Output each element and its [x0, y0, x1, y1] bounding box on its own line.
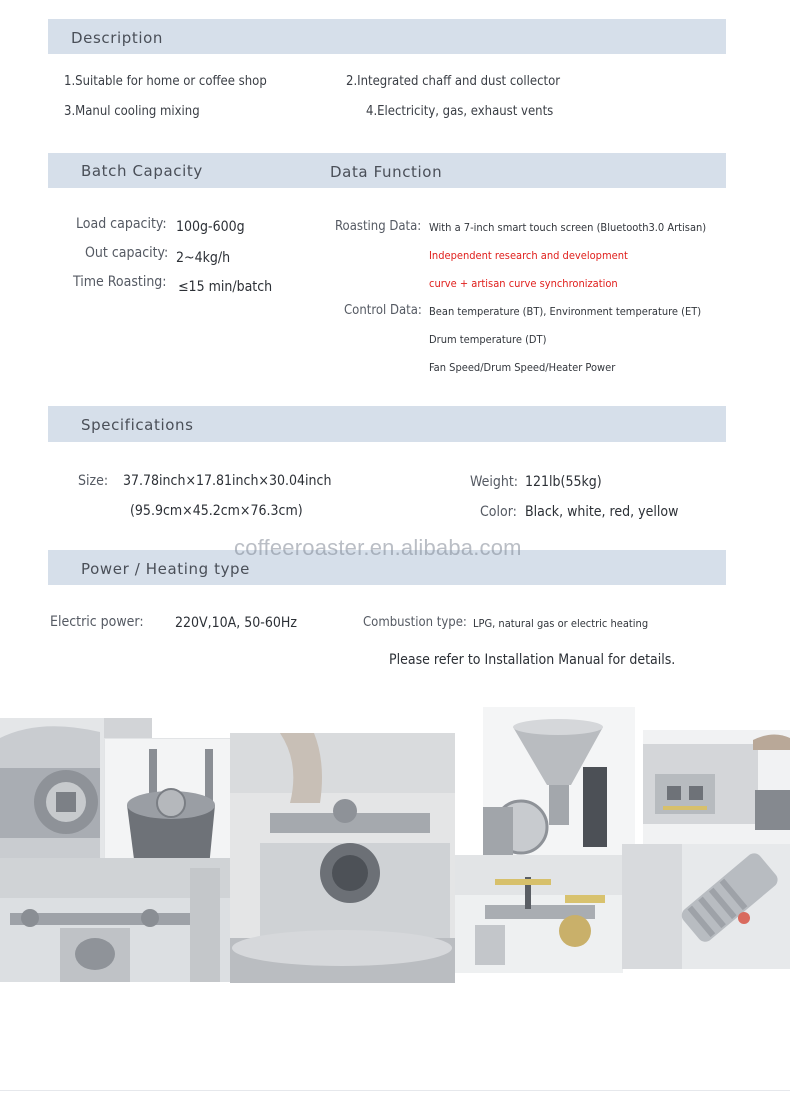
data-function-header: Data Function	[330, 163, 443, 181]
electric-power-value: 220V,10A, 50-60Hz	[175, 615, 297, 631]
roasting-data-line-3: curve + artisan curve synchronization	[429, 277, 618, 290]
combustion-type-label: Combustion type:	[363, 615, 467, 630]
weight-value: 121lb(55kg)	[525, 474, 602, 490]
control-panel-photo	[643, 730, 790, 844]
description-item-2: 2.Integrated chaff and dust collector	[346, 74, 561, 89]
bean-hopper-photo	[483, 707, 635, 857]
heater-element-photo	[622, 844, 790, 969]
out-capacity-value: 2~4kg/h	[176, 250, 231, 266]
description-item-4: 4.Electricity, gas, exhaust vents	[366, 104, 554, 119]
weight-label: Weight:	[470, 474, 519, 490]
description-item-1: 1.Suitable for home or coffee shop	[64, 74, 267, 89]
control-data-label: Control Data:	[344, 303, 422, 318]
color-value: Black, white, red, yellow	[525, 504, 679, 520]
control-data-line-1: Bean temperature (BT), Environment temperature (ET)	[429, 305, 702, 318]
electric-power-label: Electric power:	[50, 614, 144, 630]
out-capacity-label: Out capacity:	[85, 245, 169, 261]
installation-note: Please refer to Installation Manual for details.	[389, 652, 676, 668]
roasting-data-label: Roasting Data:	[335, 219, 422, 234]
drum-window-photo	[230, 733, 455, 983]
roasting-data-line-2: Independent research and development	[429, 249, 628, 262]
batch-header: Batch Capacity	[81, 162, 203, 180]
size-value: 37.78inch×17.81inch×30.04inch	[123, 473, 332, 489]
roasting-data-line-1: With a 7-inch smart touch screen (Bluetooth3.0 Artisan)	[429, 221, 707, 234]
description-item-3: 3.Manul cooling mixing	[64, 104, 200, 119]
time-roasting-value: ≤15 min/batch	[178, 279, 273, 295]
combustion-type-value: LPG, natural gas or electric heating	[473, 617, 649, 630]
control-data-line-2: Drum temperature (DT)	[429, 333, 547, 346]
description-header: Description	[71, 29, 164, 47]
control-data-line-3: Fan Speed/Drum Speed/Heater Power	[429, 361, 616, 374]
gas-valve-photo	[455, 855, 623, 973]
size-label: Size:	[78, 473, 109, 489]
load-capacity-label: Load capacity:	[76, 216, 167, 232]
specifications-header: Specifications	[81, 416, 194, 434]
roaster-frame-detail-photo	[0, 858, 230, 982]
load-capacity-value: 100g-600g	[176, 219, 245, 235]
power-header: Power / Heating type	[81, 560, 250, 578]
watermark: coffeeroaster.en.alibaba.com	[234, 535, 522, 560]
color-label: Color:	[480, 504, 517, 520]
size-metric-value: (95.9cm×45.2cm×76.3cm)	[130, 503, 303, 519]
time-roasting-label: Time Roasting:	[73, 274, 167, 290]
page-bottom-divider	[0, 1090, 790, 1091]
